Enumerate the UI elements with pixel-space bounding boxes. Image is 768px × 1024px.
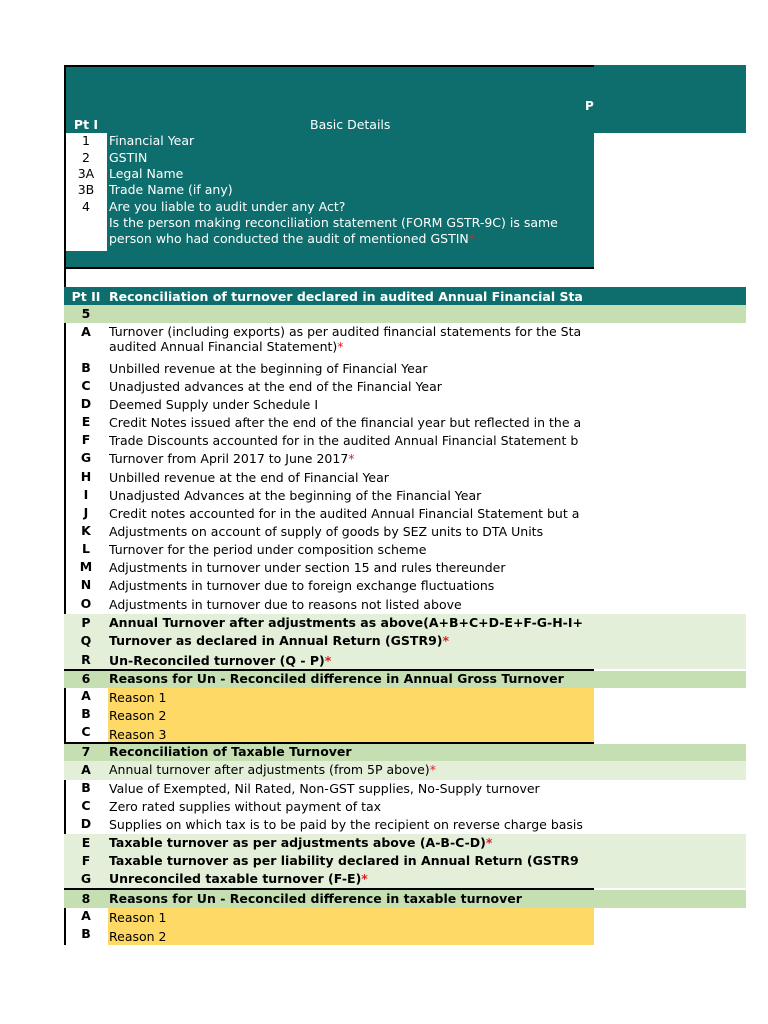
- row-label-text: Turnover as declared in Annual Return (GSTR9): [109, 633, 443, 648]
- basic-row-1[interactable]: [64, 133, 594, 150]
- basic-row-label: Legal Name: [109, 166, 184, 181]
- header-white-gap: [66, 217, 107, 251]
- row-label-line2: audited Annual Financial Statement): [109, 339, 338, 354]
- row-label: [109, 835, 594, 850]
- required-asterisk: *: [361, 871, 368, 886]
- sec8-row-b[interactable]: [64, 926, 594, 945]
- sec8-title: Reasons for Un - Reconciled difference in taxable turnover: [109, 891, 522, 906]
- row-code: B: [81, 926, 91, 941]
- row-code: A: [81, 688, 91, 703]
- sec5-row-r[interactable]: [64, 651, 746, 669]
- basic-row-label-line2: person who had conducted the audit of mentioned GSTIN: [109, 230, 469, 246]
- sec6-code: 6: [81, 671, 91, 686]
- sec5-row-l[interactable]: [64, 541, 594, 559]
- row-label: Credit notes accounted for in the audited Annual Financial Statement but a: [109, 506, 580, 521]
- basic-row-label-line1: Is the person making reconciliation statement (FORM GSTR-9C) is same: [109, 215, 558, 230]
- row-label-text: Annual turnover after adjustments (from 5P above): [109, 762, 430, 777]
- sec7-row-a[interactable]: [64, 761, 746, 780]
- reason-input[interactable]: Reason 1: [108, 688, 594, 706]
- sec5-row-q[interactable]: [64, 632, 746, 651]
- row-code: D: [80, 816, 92, 831]
- row-code: C: [81, 378, 91, 393]
- row-label: Unbilled revenue at the end of Financial Year: [109, 470, 389, 485]
- reason-input[interactable]: Reason 2: [108, 926, 594, 945]
- row-label: Adjustments in turnover due to reasons not listed above: [109, 597, 462, 612]
- row-label-text: Unreconciled taxable turnover (F-E): [109, 871, 362, 886]
- row-label: [109, 633, 594, 648]
- row-code: B: [81, 706, 91, 721]
- sec5-code: 5: [81, 306, 91, 321]
- sec5-row-h[interactable]: [64, 469, 594, 487]
- basic-row-label: Financial Year: [109, 133, 195, 148]
- pt1-title: Basic Details: [310, 117, 391, 132]
- sec7-row-b[interactable]: [64, 780, 594, 798]
- row-code: A: [81, 762, 91, 777]
- sec6-row-a[interactable]: [64, 688, 594, 706]
- sec7-code: 7: [81, 744, 91, 759]
- basic-row-2[interactable]: [64, 150, 594, 167]
- reason-input[interactable]: Reason 2: [108, 706, 594, 724]
- sec5-row-d[interactable]: [64, 396, 594, 414]
- pt2-code: Pt II: [71, 289, 101, 304]
- row-code: G: [80, 450, 92, 465]
- required-asterisk: *: [429, 762, 436, 777]
- sec7-row-g[interactable]: [64, 870, 746, 888]
- reason-input[interactable]: Reason 1: [108, 908, 594, 926]
- basic-row-code: 3B: [77, 182, 95, 197]
- required-asterisk: *: [337, 339, 344, 354]
- row-label: Unadjusted Advances at the beginning of the Financial Year: [109, 488, 482, 503]
- reason-input[interactable]: Reason 3: [108, 724, 594, 742]
- row-code: B: [81, 780, 91, 795]
- row-code: M: [79, 559, 93, 574]
- row-code: H: [80, 469, 92, 484]
- basic-row-3b[interactable]: [64, 182, 594, 199]
- sec5-row-n[interactable]: [64, 577, 594, 595]
- header-band: [64, 65, 746, 133]
- row-code: E: [81, 414, 91, 429]
- row-code: R: [81, 652, 91, 667]
- basic-row-code: 3A: [77, 166, 95, 181]
- sec6-row-c[interactable]: [64, 724, 594, 742]
- required-asterisk: *: [324, 653, 332, 668]
- row-label: [109, 762, 594, 777]
- row-label: Credit Notes issued after the end of the financial year but reflected in the a: [109, 415, 582, 430]
- basic-row-code: 4: [82, 199, 90, 214]
- row-label-text: Turnover from April 2017 to June 2017: [109, 451, 349, 466]
- row-code: L: [82, 541, 90, 556]
- basic-row-auditor-same[interactable]: [109, 215, 594, 249]
- sec7-row-e[interactable]: [64, 834, 746, 852]
- sec5-row-j[interactable]: [64, 505, 594, 523]
- basic-row-code: 1: [82, 133, 90, 148]
- row-code: G: [80, 871, 92, 886]
- basic-row-4[interactable]: [64, 199, 594, 216]
- required-asterisk: *: [468, 230, 475, 246]
- sec8-code: 8: [81, 891, 91, 906]
- row-label-text: Un-Reconciled turnover (Q - P): [109, 653, 325, 668]
- row-code: A: [81, 324, 91, 339]
- row-code: C: [81, 798, 91, 813]
- row-code: P: [81, 615, 91, 630]
- row-code: C: [81, 724, 91, 739]
- row-label: Deemed Supply under Schedule I: [109, 397, 319, 412]
- sec8-row-a[interactable]: [64, 908, 594, 926]
- sec5-row-k[interactable]: [64, 523, 594, 541]
- sec6-title: Reasons for Un - Reconciled difference in Annual Gross Turnover: [109, 671, 564, 686]
- pt2-header: [64, 287, 746, 305]
- basic-row-code: 2: [82, 150, 90, 165]
- basic-row-label: GSTIN: [109, 150, 148, 165]
- sec6-row-b[interactable]: [64, 706, 594, 724]
- row-code: B: [81, 360, 91, 375]
- row-label: Taxable turnover as per liability declared in Annual Return (GSTR9: [109, 853, 579, 868]
- sec5-header: [64, 305, 746, 323]
- row-label: Turnover for the period under composition scheme: [109, 542, 427, 557]
- sec7-row-c[interactable]: [64, 798, 594, 816]
- row-code: J: [83, 505, 89, 520]
- pt1-bottom-border: [64, 267, 594, 269]
- row-label: Adjustments in turnover due to foreign exchange fluctuations: [109, 578, 495, 593]
- sec5-row-i[interactable]: [64, 487, 594, 505]
- row-label: [109, 324, 594, 354]
- row-label-line1: Turnover (including exports) as per audited financial statements for the Sta: [109, 324, 582, 339]
- row-code: D: [80, 396, 92, 411]
- basic-row-3a[interactable]: [64, 166, 594, 183]
- row-label: Zero rated supplies without payment of tax: [109, 799, 382, 814]
- top-border: [64, 65, 594, 67]
- row-code: A: [81, 908, 91, 923]
- row-code: I: [83, 487, 89, 502]
- sec8-header: [64, 890, 746, 908]
- row-label: [109, 451, 594, 466]
- row-label: Supplies on which tax is to be paid by the recipient on reverse charge basis: [109, 817, 583, 832]
- pt2-title: Reconciliation of turnover declared in audited Annual Financial Sta: [109, 289, 583, 304]
- sec5-row-b[interactable]: [64, 360, 594, 378]
- required-asterisk: *: [442, 633, 450, 648]
- row-code: N: [80, 577, 92, 592]
- required-asterisk: *: [348, 451, 355, 466]
- sec6-header: [64, 671, 746, 688]
- sec5-row-m[interactable]: [64, 559, 594, 577]
- sec5-row-g[interactable]: [64, 450, 594, 468]
- cut-title: P: [585, 99, 594, 113]
- row-code: E: [81, 835, 91, 850]
- row-code: O: [80, 596, 92, 611]
- pt1-code: Pt I: [73, 117, 99, 132]
- sec7-row-d[interactable]: [64, 816, 594, 834]
- row-label: Unadjusted advances at the end of the Financial Year: [109, 379, 442, 394]
- sec7-row-f[interactable]: [64, 852, 746, 870]
- sec5-row-f[interactable]: [64, 432, 594, 450]
- sec5-row-c[interactable]: [64, 378, 594, 396]
- row-code: K: [81, 523, 91, 538]
- sec7-header: [64, 744, 746, 761]
- sec5-row-o[interactable]: [64, 596, 594, 614]
- row-code: F: [81, 432, 91, 447]
- basic-row-label: Trade Name (if any): [109, 182, 233, 197]
- basic-row-label: Are you liable to audit under any Act?: [109, 199, 346, 214]
- row-label: Annual Turnover after adjustments as above(A+B+C+D-E+F-G-H-I+: [109, 615, 583, 630]
- row-label: Adjustments in turnover under section 15 and rules thereunder: [109, 560, 506, 575]
- row-code: F: [81, 853, 91, 868]
- row-label: Value of Exempted, Nil Rated, Non-GST supplies, No-Supply turnover: [109, 781, 540, 796]
- sec5-row-p[interactable]: [64, 614, 746, 632]
- row-label: [109, 653, 594, 668]
- sec5-row-a[interactable]: [64, 323, 594, 359]
- sec5-row-e[interactable]: [64, 414, 594, 432]
- required-asterisk: *: [485, 835, 493, 850]
- row-label: Unbilled revenue at the beginning of Financial Year: [109, 361, 428, 376]
- row-code: Q: [80, 633, 92, 648]
- row-label-text: Taxable turnover as per adjustments above (A-B-C-D): [109, 835, 486, 850]
- row-label: Adjustments on account of supply of goods by SEZ units to DTA Units: [109, 524, 544, 539]
- row-label: [109, 871, 594, 886]
- sec7-title: Reconciliation of Taxable Turnover: [109, 744, 352, 759]
- row-label: Trade Discounts accounted for in the audited Annual Financial Statement b: [109, 433, 579, 448]
